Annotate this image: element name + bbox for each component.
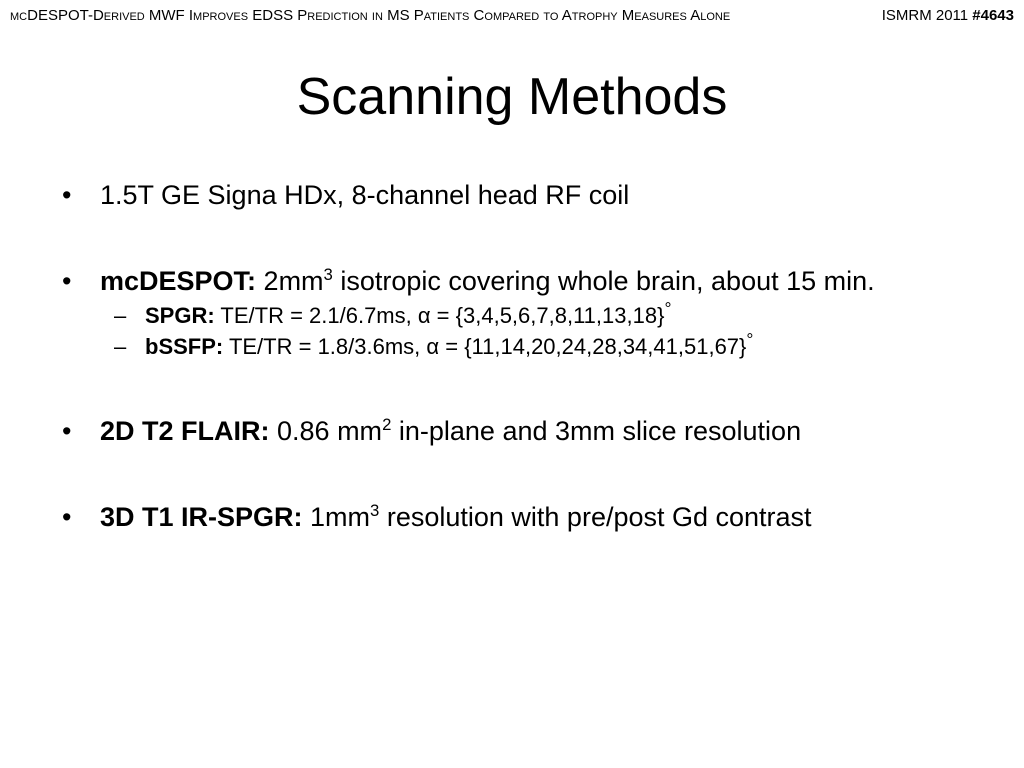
superscript: 2	[382, 415, 392, 434]
sub-bullet-label: SPGR:	[145, 303, 215, 328]
bullet-label: 2D T2 FLAIR:	[100, 416, 270, 446]
bullet-text-cont: in-plane and 3mm slice resolution	[391, 416, 802, 446]
bullet-label: 3D T1 IR-SPGR:	[100, 502, 303, 532]
bullet-text: 0.86 mm	[269, 416, 383, 446]
bullet-dot-icon: •	[62, 180, 72, 210]
sub-bullet-spgr	[100, 300, 980, 331]
dash-icon: –	[114, 303, 127, 328]
bullet-text: 1mm	[302, 502, 371, 532]
bullet-dot-icon: •	[62, 502, 72, 532]
bullet-label: mcDESPOT:	[100, 266, 257, 296]
bullet-mcdespot	[60, 264, 980, 362]
slide-header	[0, 4, 1024, 28]
superscript: 3	[370, 501, 380, 520]
bullet-t1-ir-spgr	[60, 500, 980, 534]
sub-bullet-text: TE/TR = 1.8/3.6ms, α = {11,14,20,24,28,34,41,51,67}	[223, 334, 747, 359]
bullet-text-cont: resolution with pre/post Gd contrast	[379, 502, 812, 532]
conference-name: ISMRM 2011	[881, 7, 969, 24]
bullet-scanner	[60, 178, 980, 212]
degree-symbol: °	[664, 298, 672, 319]
dash-icon: –	[114, 334, 127, 359]
bullet-dot-icon: •	[62, 416, 72, 446]
degree-symbol: °	[746, 329, 754, 350]
conference-info	[882, 4, 1014, 28]
abstract-number: #4643	[972, 7, 1014, 24]
slide-content	[60, 178, 980, 534]
bullet-flair	[60, 414, 980, 448]
bullet-text-cont: isotropic covering whole brain, about 15 min.	[332, 266, 875, 296]
slide-title: Scanning Methods	[296, 68, 728, 126]
bullet-text: 2mm	[256, 266, 324, 296]
superscript: 3	[323, 265, 333, 284]
bullet-list	[60, 178, 980, 534]
bullet-text: 1.5T GE Signa HDx, 8-channel head RF coil	[100, 180, 630, 210]
bullet-dot-icon: •	[62, 266, 72, 296]
sub-bullet-bssfp	[100, 331, 980, 362]
sub-bullet-label: bSSFP:	[145, 334, 224, 359]
sub-bullet-text: TE/TR = 2.1/6.7ms, α = {3,4,5,6,7,8,11,13,18}	[214, 303, 665, 328]
sub-bullet-list	[100, 300, 980, 362]
paper-title: mcDESPOT-Derived MWF Improves EDSS Prediction in MS Patients Compared to Atrophy Measures Alone	[10, 7, 731, 24]
